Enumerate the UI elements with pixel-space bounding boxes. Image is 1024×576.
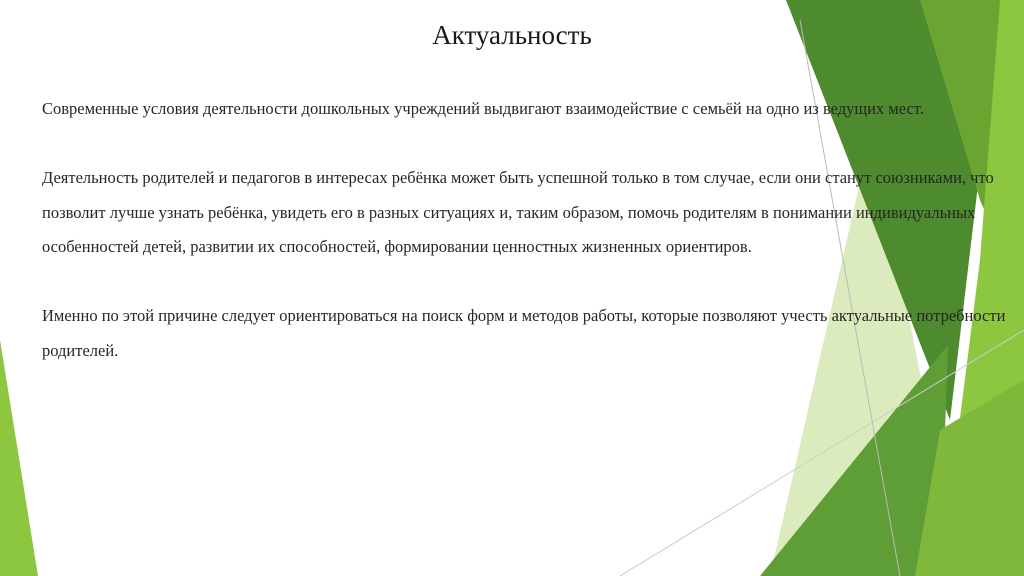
paragraph-1: Современные условия деятельности дошкольных учреждений выдвигают взаимодействие с семьёй на одно из ведущих мест. — [42, 99, 924, 118]
left-edge-shape — [0, 340, 38, 576]
slide-body — [42, 92, 1022, 403]
paragraph-3: Именно по этой причине следует ориентироваться на поиск форм и методов работы, которые позволяют учесть актуальные потребности родителей. — [42, 306, 1006, 360]
paragraph-2: Деятельность родителей и педагогов в интересах ребёнка может быть успешной только в том случае, если они станут союзниками, что позволит лучше узнать ребёнка, увидеть его в разных ситуациях и, таким образом, помочь родителям в понимании индивидуальных особенностей детей, развитии их способностей, формировании ценностных жизненных ориентиров. — [42, 168, 994, 256]
slide-title: Актуальность — [432, 20, 592, 50]
